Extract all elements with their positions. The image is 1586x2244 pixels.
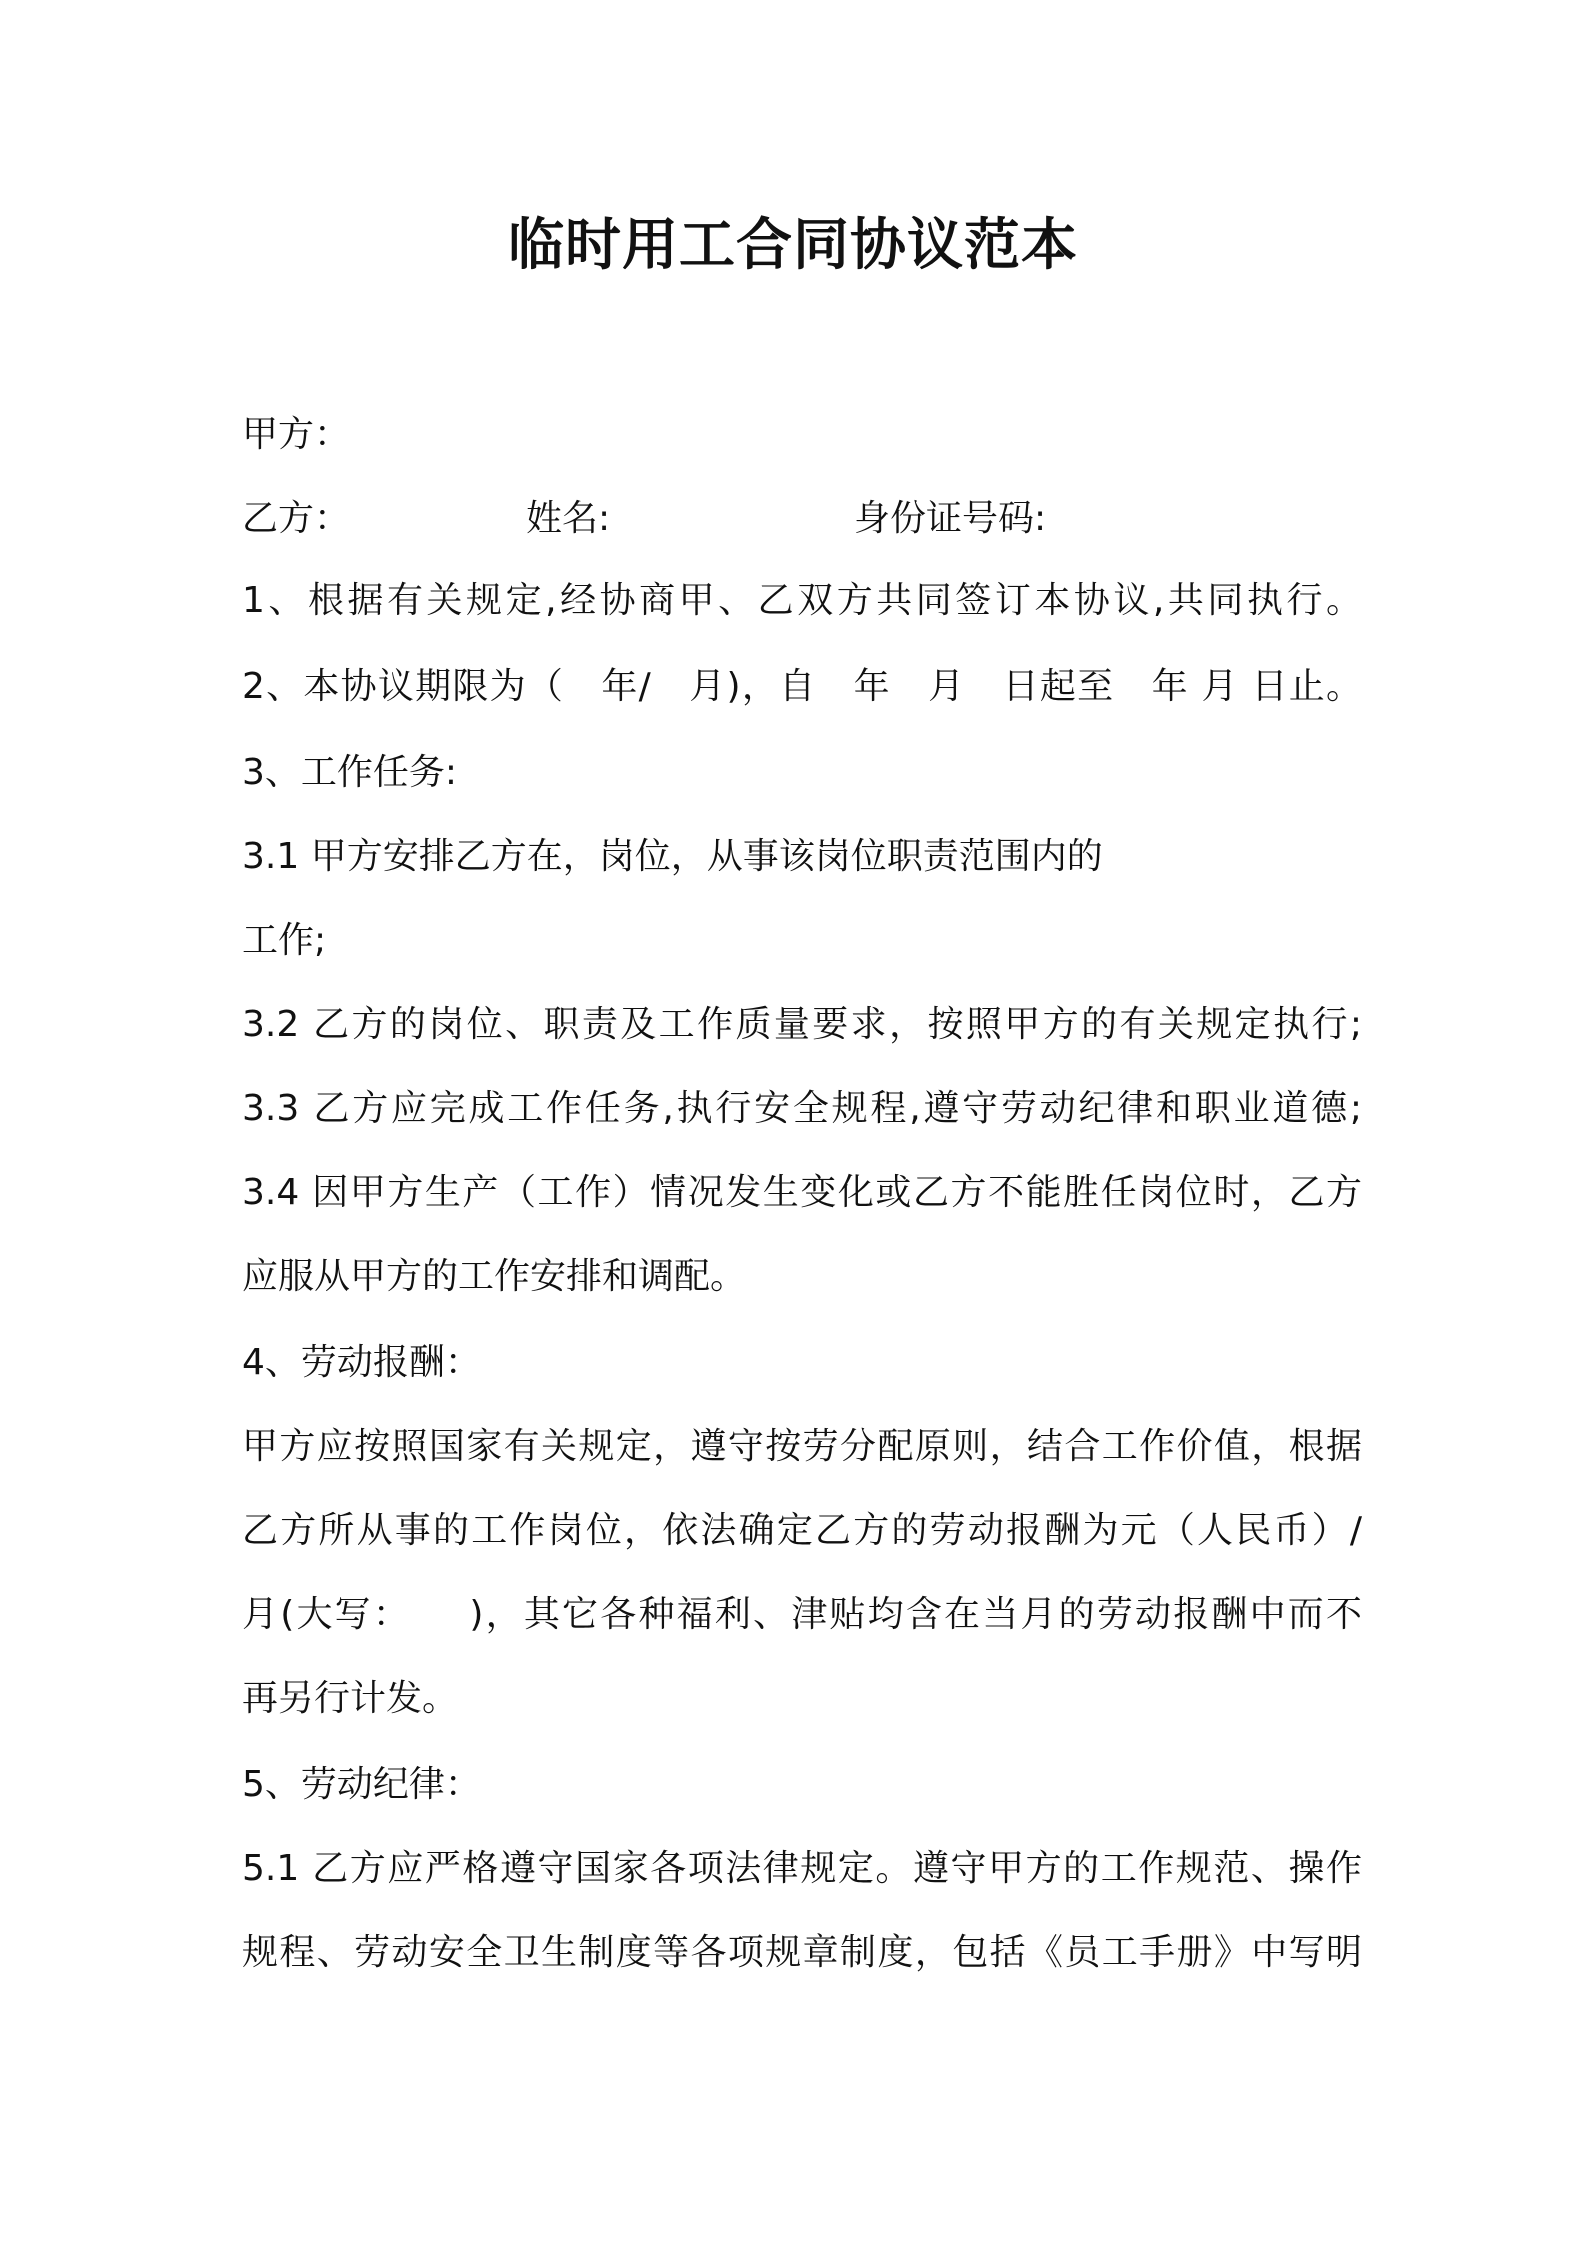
- clause-3-heading: 3、工作任务:: [242, 752, 458, 793]
- clause-5-1-cont: 规程、劳动安全卫生制度等各项规章制度，包括《员工手册》中写明: [242, 1932, 1362, 1973]
- name-label: 姓名:: [526, 498, 611, 539]
- clause-4-body-3: 月(大写： )，其它各种福利、津贴均含在当月的劳动报酬中而不: [242, 1594, 1362, 1635]
- party-a-label: 甲方：: [242, 414, 351, 455]
- clause-3-1-cont: 工作;: [242, 920, 327, 961]
- clause-3-1: 3.1 甲方安排乙方在，岗位，从事该岗位职责范围内的: [242, 836, 1103, 877]
- clause-3-4-cont: 应服从甲方的工作安排和调配。: [242, 1256, 747, 1297]
- clause-3-4: 3.4 因甲方生产（工作）情况发生变化或乙方不能胜任岗位时，乙方: [242, 1172, 1362, 1213]
- clause-5-heading: 5、劳动纪律：: [242, 1764, 481, 1805]
- clause-2: 2、本协议期限为（ 年/ 月)，自 年 月 日起至 年 月 日止。: [242, 666, 1362, 707]
- id-number-label: 身份证号码:: [854, 498, 1047, 539]
- document-title: 临时用工合同协议范本: [508, 213, 1078, 278]
- clause-3-2: 3.2 乙方的岗位、职责及工作质量要求，按照甲方的有关规定执行;: [242, 1004, 1362, 1045]
- clause-4-heading: 4、劳动报酬：: [242, 1342, 481, 1383]
- party-b-label: 乙方：: [242, 498, 351, 539]
- clause-3-3: 3.3 乙方应完成工作任务,执行安全规程,遵守劳动纪律和职业道德;: [242, 1088, 1362, 1129]
- clause-5-1: 5.1 乙方应严格遵守国家各项法律规定。遵守甲方的工作规范、操作: [242, 1848, 1362, 1889]
- party-b-row: [242, 494, 1362, 544]
- clause-1: 1、根据有关规定,经协商甲、乙双方共同签订本协议,共同执行。: [242, 580, 1362, 621]
- clause-4-body-2: 乙方所从事的工作岗位，依法确定乙方的劳动报酬为元（人民币）/: [242, 1510, 1362, 1551]
- clause-4-body-4: 再另行计发。: [242, 1678, 459, 1719]
- clause-4-body-1: 甲方应按照国家有关规定，遵守按劳分配原则，结合工作价值，根据: [242, 1426, 1362, 1467]
